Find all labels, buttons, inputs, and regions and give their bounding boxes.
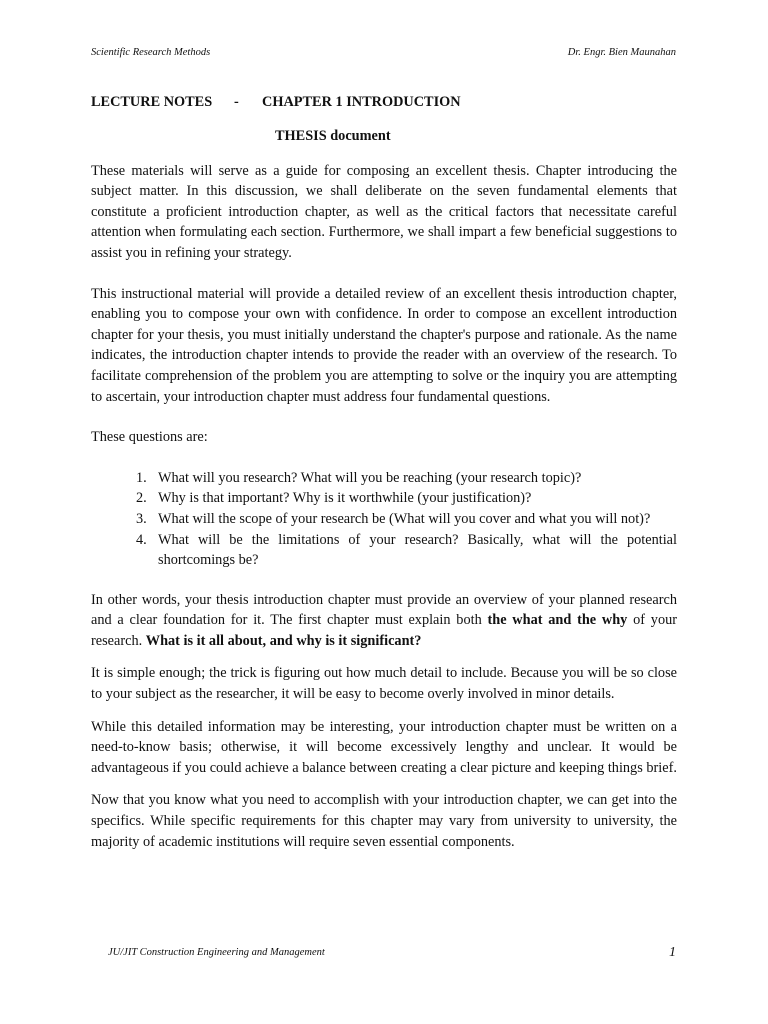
title-dash: - — [234, 94, 239, 110]
list-text: What will the scope of your research be (What will you cover and what you will not)? — [158, 510, 651, 527]
paragraph-intro: These materials will serve as a guide for composing an excellent thesis. Chapter introducing the subject matter. In this discussion, we shall deliberate on the seven fundamental elements that constitute a proficient introduction chapter, as well as the critical factors that necessitate careful attention when formulating each section. Furthermore, we shall impart a few beneficial suggestions to assist you in refining your strategy. — [91, 162, 677, 261]
paragraph-review: This instructional material will provide a detailed review of an excellent thesis introduction chapter, enabling you to compose your own with confidence. In order to compose an excellent introduction chapter for your thesis, you must initially understand the chapter's purpose and rationale. As the name indicates, the introduction chapter intends to provide the reader with an overview of the research. To facilitate comprehension of the problem you are attempting to solve or the inquiry you are attempting to ascertain, your introduction chapter must address four fundamental questions. — [91, 285, 677, 405]
list-item — [91, 488, 677, 509]
header-course: Scientific Research Methods — [91, 47, 211, 58]
list-number: 1. — [136, 469, 147, 486]
questions-list — [91, 468, 677, 571]
list-item — [91, 468, 677, 489]
paragraph-questions-lead: These questions are: — [91, 429, 208, 446]
paragraph-detail: It is simple enough; the trick is figuring out how much detail to include. Because you will be so close to your subject as the researcher, it will be easy to become overly involved in minor details. — [91, 665, 677, 703]
overview-emphasis-what-why: the what and the why — [487, 612, 628, 629]
page-title — [91, 92, 677, 112]
list-text: What will you research? What will you be reaching (your research topic)? — [158, 469, 582, 486]
paragraph-need-to-know: While this detailed information may be interesting, your introduction chapter must be written on a need-to-know basis; otherwise, it will become excessively lengthy and unclear. It would be advantageous if you could achieve a balance between creating a clear picture and keeping things brief. — [91, 718, 677, 776]
overview-text-c: of your research. — [91, 612, 677, 649]
list-text: Why is that important? Why is it worthwhile (your justification)? — [158, 490, 532, 507]
overview-text-a: In other words, your thesis introduction chapter must provide an overview of your planned research and a clear foundation for it. The first chapter must explain both — [91, 591, 677, 629]
list-text: What will be the limitations of your research? Basically, what will the potential shortcomings be? — [158, 531, 677, 569]
list-number: 4. — [136, 531, 147, 548]
page-subtitle: THESIS document — [275, 128, 391, 144]
page-number: 1 — [669, 945, 676, 960]
title-lecture-notes: LECTURE NOTES — [91, 94, 213, 110]
paragraph-specifics: Now that you know what you need to accomplish with your introduction chapter, we can get into the specifics. While specific requirements for this chapter may vary from university to university, the majority of academic institutions will require seven essential components. — [91, 792, 677, 850]
paragraph-overview — [91, 590, 677, 652]
overview-emphasis-question: What is it all about, and why is it significant? — [145, 632, 422, 649]
title-chapter: CHAPTER 1 INTRODUCTION — [262, 94, 461, 110]
header-author: Dr. Engr. Bien Maunahan — [567, 47, 676, 58]
footer-institution: JU/JIT Construction Engineering and Management — [108, 947, 325, 958]
document-body — [91, 92, 677, 852]
list-item — [91, 530, 677, 571]
list-number: 2. — [136, 490, 147, 507]
list-number: 3. — [136, 510, 147, 527]
list-item — [91, 509, 677, 530]
